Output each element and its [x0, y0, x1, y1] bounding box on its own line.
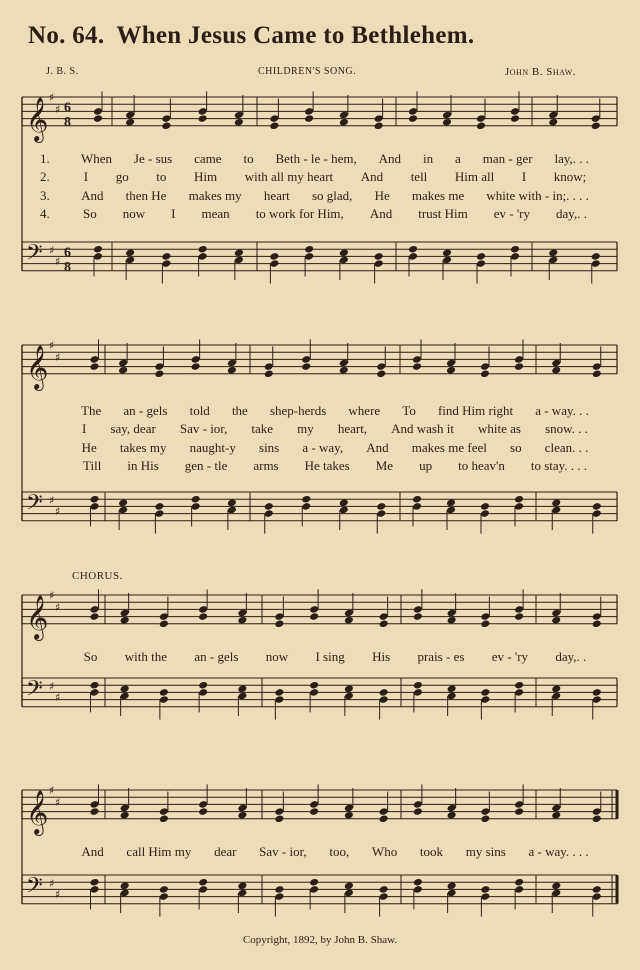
- lyric-syllable: to: [156, 169, 167, 184]
- lyric-syllable: in: [422, 150, 434, 166]
- sharp-icon: ♯: [55, 600, 61, 614]
- lyric-syllable: mean: [201, 206, 230, 221]
- lyric-syllable: His: [372, 648, 391, 664]
- lyric-syllable: a - way. . .: [535, 402, 589, 418]
- lyric-line: [40, 402, 600, 419]
- lyric-syllable: When: [80, 150, 112, 166]
- lyric-syllable: in His: [127, 458, 159, 473]
- bass-clef-icon: 𝄢: [26, 676, 43, 707]
- lyric-syllable: to work for Him,: [255, 206, 344, 221]
- lyric-syllable: took: [419, 843, 444, 859]
- lyric-syllable: say, dear: [110, 421, 156, 436]
- lyric-syllable: my: [297, 421, 314, 436]
- lyric-syllable: The: [81, 402, 102, 418]
- lyric-line: [40, 187, 600, 204]
- sharp-icon: ♯: [49, 244, 55, 258]
- lyric-syllable: go: [115, 169, 129, 184]
- lyric-syllable: And: [369, 206, 393, 221]
- lyric-syllable: Me: [375, 458, 394, 473]
- lyric-syllable: then He: [125, 187, 167, 203]
- sharp-icon: ♯: [49, 91, 55, 104]
- lyric-syllable: trust Him: [418, 206, 468, 221]
- hymn-title: When Jesus Came to Bethlehem.: [116, 22, 475, 49]
- sharp-icon: ♯: [49, 494, 55, 508]
- sharp-icon: ♯: [55, 102, 61, 116]
- lyric-syllable: so: [510, 439, 522, 455]
- sharp-icon: ♯: [55, 888, 61, 901]
- lyric-syllable: so glad,: [311, 187, 353, 203]
- hymn-number: No. 64.: [28, 22, 105, 49]
- verse-number: 3.: [40, 187, 50, 203]
- lyric-line: [40, 150, 600, 167]
- lyric-syllable: a - way. . . .: [528, 843, 589, 859]
- lyric-syllable: the: [231, 402, 248, 418]
- lyric-syllable: with the: [124, 648, 167, 664]
- lyric-syllable: I: [171, 206, 176, 221]
- lyric-line: [40, 421, 600, 438]
- song-subtitle: CHILDREN'S SONG.: [258, 66, 357, 77]
- bass-clef-icon: 𝄢: [26, 873, 43, 904]
- lyric-syllable: prais - es: [417, 648, 465, 664]
- lyric-syllable: to: [243, 150, 254, 166]
- lyric-syllable: Who: [371, 843, 398, 859]
- sharp-icon: ♯: [55, 255, 61, 268]
- lyric-syllable: ev - 'ry: [493, 206, 530, 221]
- sharp-icon: ♯: [55, 350, 61, 364]
- bass-clef-icon: 𝄢: [26, 240, 43, 271]
- lyric-syllable: tell: [410, 169, 428, 184]
- lyric-syllable: a - way,: [302, 439, 344, 455]
- lyric-syllable: I sing: [315, 648, 345, 664]
- lyric-syllable: So: [83, 648, 98, 664]
- lyric-syllable: I: [521, 169, 527, 184]
- lyric-syllable: heart,: [337, 421, 368, 436]
- lyric-syllable: arms: [253, 458, 279, 473]
- lyric-syllable: Beth - le - hem,: [275, 150, 357, 166]
- sharp-icon: ♯: [49, 339, 55, 352]
- lyric-syllable: told: [189, 402, 210, 418]
- lyric-syllable: makes my: [188, 187, 242, 203]
- lyric-syllable: Till: [83, 458, 102, 473]
- lyric-syllable: snow. . .: [545, 421, 588, 436]
- lyric-syllable: ev - 'ry: [491, 648, 529, 664]
- treble-staff: [22, 784, 617, 836]
- lyric-line: [40, 169, 600, 186]
- time-signature-bottom: 8: [64, 259, 71, 275]
- lyric-line: [40, 458, 600, 475]
- lyric-syllable: now: [122, 206, 146, 221]
- treble-clef-icon: 𝄞: [26, 594, 49, 639]
- time-signature-top: 6: [64, 245, 71, 261]
- lyric-syllable: And: [360, 169, 384, 184]
- lyric-syllable: a: [455, 150, 461, 166]
- time-signature-top: 6: [64, 100, 71, 116]
- lyric-syllable: know;: [553, 169, 587, 184]
- lyric-syllable: white with - in;. . . .: [486, 187, 589, 203]
- lyric-line: [40, 206, 600, 223]
- treble-clef-icon: 𝄞: [26, 96, 49, 141]
- copyright: Copyright, 1892, by John B. Shaw.: [242, 934, 398, 946]
- lyric-syllable: call Him my: [126, 843, 192, 859]
- lyric-syllable: sins: [259, 439, 280, 455]
- lyric-syllable: came: [194, 150, 222, 166]
- lyric-line: [40, 439, 600, 456]
- sharp-icon: ♯: [55, 691, 61, 704]
- lyric-syllable: And: [81, 187, 104, 203]
- lyric-syllable: Je - sus: [133, 150, 173, 166]
- lyric-syllable: So: [83, 206, 97, 221]
- lyric-syllable: He takes: [304, 458, 350, 473]
- lyric-syllable: day,. .: [555, 648, 587, 664]
- lyric-syllable: now: [265, 648, 289, 664]
- words-author: J. B. S.: [46, 66, 79, 77]
- sharp-icon: ♯: [49, 589, 55, 602]
- lyric-syllable: I: [83, 169, 89, 184]
- lyric-syllable: an - gels: [123, 402, 168, 418]
- lyric-syllable: my sins: [465, 843, 506, 859]
- sharp-icon: ♯: [55, 795, 61, 809]
- lyric-syllable: where: [348, 402, 381, 418]
- verse-number: 1.: [40, 150, 50, 166]
- bass-clef-icon: 𝄢: [26, 490, 43, 521]
- sharp-icon: ♯: [49, 784, 55, 797]
- sharp-icon: ♯: [55, 505, 61, 518]
- lyric-syllable: Him all: [454, 169, 495, 184]
- lyric-syllable: day,. .: [556, 206, 587, 221]
- lyric-syllable: And wash it: [391, 421, 454, 436]
- lyric-syllable: find Him right: [437, 402, 514, 418]
- lyric-syllable: makes me feel: [411, 439, 487, 455]
- lyric-syllable: To: [402, 402, 416, 418]
- lyric-syllable: And: [366, 439, 389, 455]
- lyric-syllable: man - ger: [482, 150, 533, 166]
- lyric-syllable: I: [82, 421, 87, 436]
- verse-number: 4.: [40, 206, 50, 221]
- lyric-syllable: naught-y: [189, 439, 236, 455]
- lyric-syllable: gen - tle: [184, 458, 228, 473]
- lyric-syllable: dear: [214, 843, 237, 859]
- lyric-syllable: clean. . .: [544, 439, 589, 455]
- lyric-syllable: He: [81, 439, 97, 455]
- lyric-syllable: up: [419, 458, 433, 473]
- lyric-line: [40, 648, 600, 665]
- lyric-syllable: He: [374, 187, 390, 203]
- lyric-syllable: take: [251, 421, 274, 436]
- lyric-syllable: Him: [193, 169, 218, 184]
- lyric-syllable: Sav - ior,: [179, 421, 228, 436]
- lyric-syllable: to heav'n: [458, 458, 505, 473]
- lyric-line: [40, 843, 600, 860]
- verse-number: 2.: [40, 169, 50, 184]
- lyric-syllable: makes me: [411, 187, 465, 203]
- time-signature-bottom: 8: [64, 114, 71, 130]
- lyric-syllable: And: [81, 843, 104, 859]
- lyric-syllable: And: [378, 150, 402, 166]
- chorus-label: CHORUS.: [72, 570, 123, 582]
- bass-staff: [22, 874, 617, 904]
- treble-clef-icon: 𝄞: [26, 344, 49, 389]
- treble-clef-icon: 𝄞: [26, 789, 49, 834]
- composer: John B. Shaw.: [505, 66, 577, 78]
- lyric-syllable: shep-herds: [269, 402, 327, 418]
- lyric-syllable: heart: [263, 187, 290, 203]
- sharp-icon: ♯: [49, 877, 55, 891]
- lyric-syllable: an - gels: [194, 648, 239, 664]
- lyric-syllable: to stay. . . .: [530, 458, 588, 473]
- lyric-syllable: white as: [478, 421, 521, 436]
- lyric-syllable: Sav - ior,: [259, 843, 307, 859]
- lyric-syllable: too,: [329, 843, 350, 859]
- lyric-syllable: with all my heart: [244, 169, 334, 184]
- lyric-syllable: lay,. . .: [554, 150, 590, 166]
- sharp-icon: ♯: [49, 680, 55, 694]
- lyric-syllable: takes my: [119, 439, 167, 455]
